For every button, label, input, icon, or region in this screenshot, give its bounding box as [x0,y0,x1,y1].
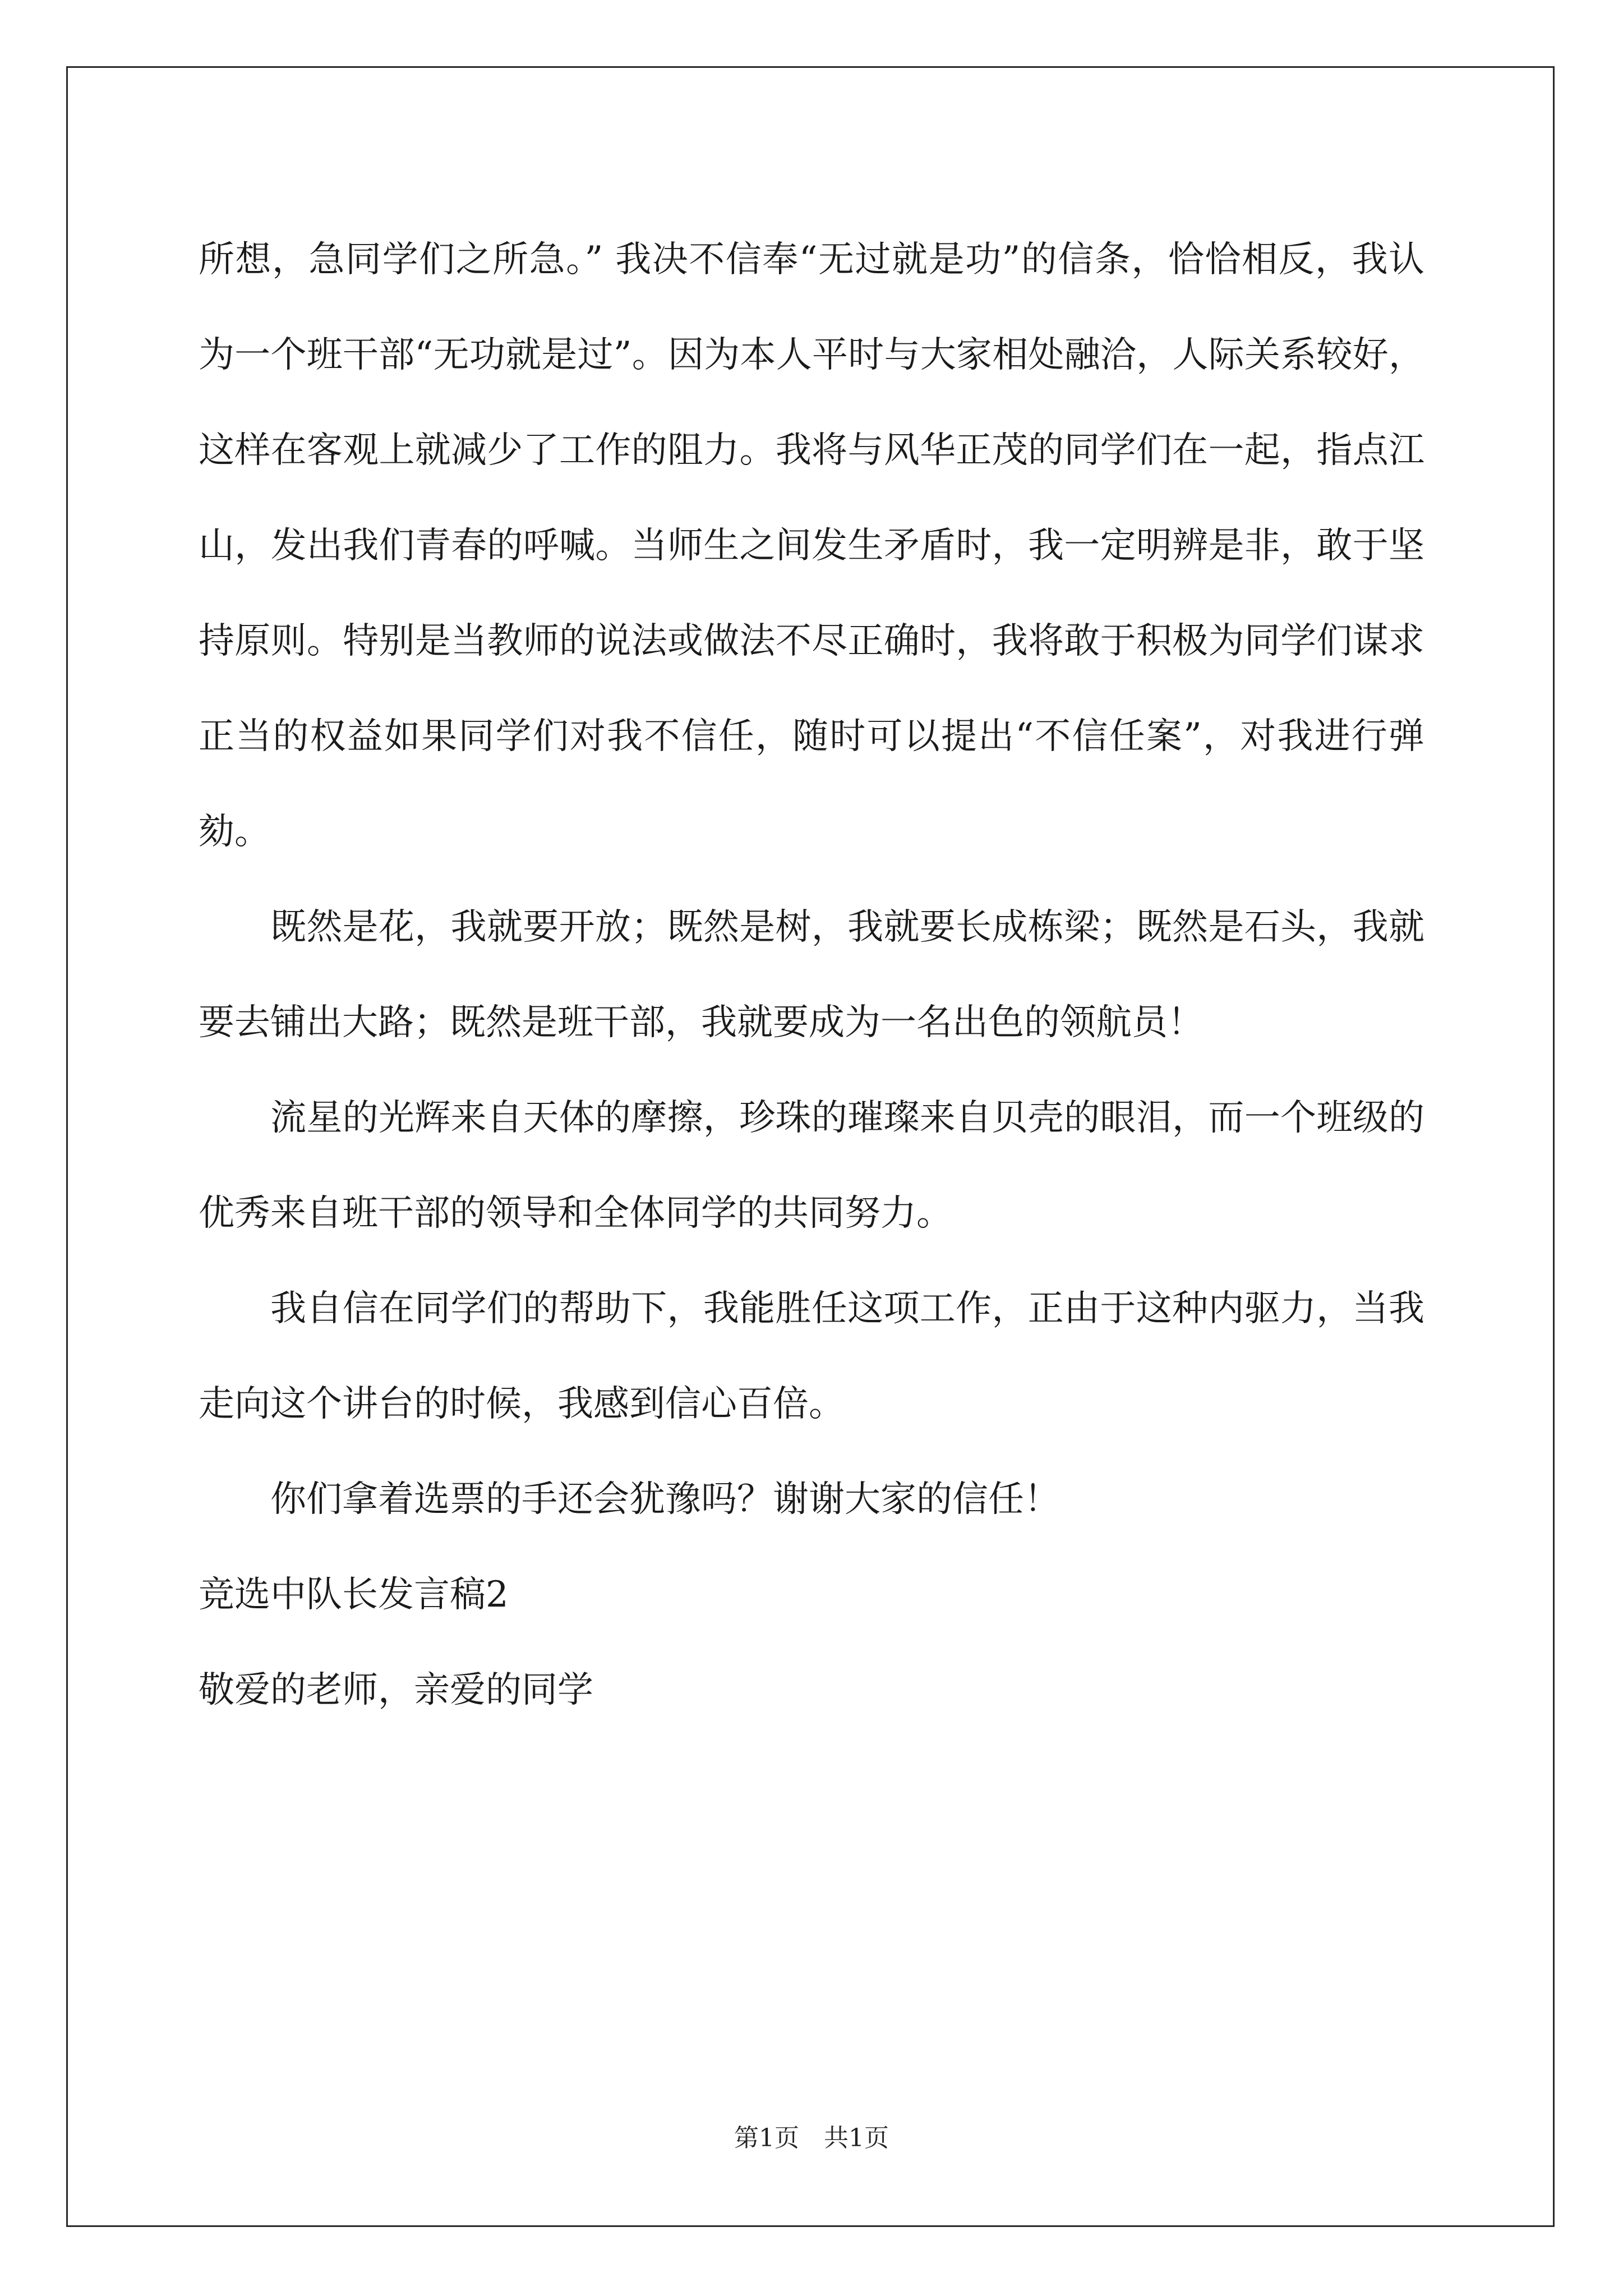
paragraph-confidence: 我自信在同学们的帮助下，我能胜任这项工作，正由于这种内驱力，当我走向这个讲台的时候，我感到信心百倍。 [199,1288,1424,1425]
paragraph-flower-tree: 既然是花，我就要开放；既然是树，我就要长成栋梁；既然是石头，我就要去铺出大路；既然是班干部，我就要成为一名出色的领航员！ [199,907,1424,1043]
document-body [199,212,1424,1738]
paragraph-continuation: 所想，急同学们之所急。” 我决不信奉“无过就是功”的信条，恰恰相反，我认为一个班干部“无功就是过”。因为本人平时与大家相处融洽，人际关系较好，这样在客观上就减少了工作的阻力。我将与风华正茂的同学们在一起，指点江山，发出我们青春的呼喊。当师生之间发生矛盾时，我一定明辨是非，敢于坚持原则。特别是当教师的说法或做法不尽正确时，我将敢于积极为同学们谋求正当的权益如果同学们对我不信任，随时可以提出“不信任案”，对我进行弹劾。 [199,239,1424,853]
section-heading: 竞选中队长发言稿2 [199,1574,509,1616]
page-footer: 第1页 共1页 [734,2124,889,2152]
salutation: 敬爱的老师，亲爱的同学 [199,1669,593,1711]
paragraph-meteor: 流星的光辉来自天体的摩擦，珍珠的璀璨来自贝壳的眼泪，而一个班级的优秀来自班干部的领导和全体同学的共同努力。 [199,1097,1424,1234]
paragraph-closing: 你们拿着选票的手还会犹豫吗？谢谢大家的信任！ [270,1479,1060,1520]
